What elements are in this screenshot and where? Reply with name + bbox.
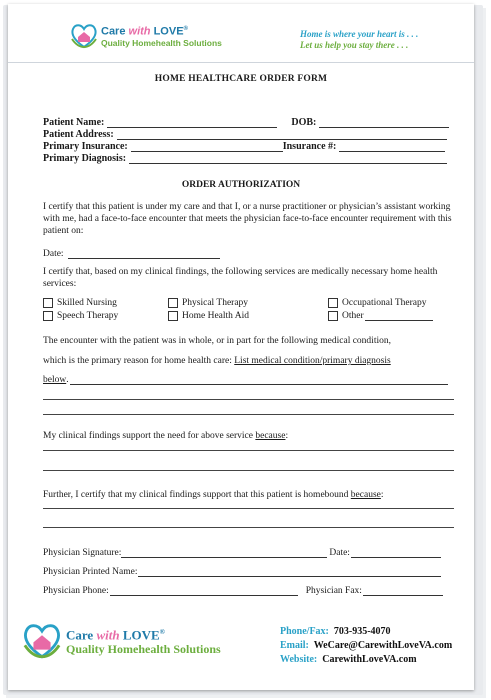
checkbox-occupational-therapy-label: Occupational Therapy	[342, 298, 427, 308]
condition-line-1[interactable]	[70, 375, 448, 385]
primary-insurance-field[interactable]	[131, 142, 283, 152]
physician-signature-label: Physician Signature:	[43, 548, 122, 558]
insurance-number-label: Insurance #:	[282, 141, 337, 152]
homebound-line-2[interactable]	[43, 527, 454, 528]
checkbox-other-label: Other	[342, 311, 364, 321]
header-logo	[70, 23, 222, 49]
encounter-date-row	[43, 247, 220, 259]
encounter-below-label: below	[43, 375, 67, 385]
other-service-field[interactable]	[365, 311, 433, 321]
encounter-date-label: Date:	[43, 249, 64, 259]
checkbox-speech-therapy[interactable]	[43, 311, 118, 321]
contact-email[interactable]: Email: WeCare@CarewithLoveVA.com	[280, 640, 453, 651]
checkbox-skilled-nursing[interactable]	[43, 298, 117, 308]
services-paragraph: I certify that, based on my clinical findings, the following services are medically necessary home health services:	[43, 267, 438, 289]
physician-printed-name-label: Physician Printed Name:	[43, 567, 138, 577]
dob-field[interactable]	[319, 118, 449, 128]
patient-address-label: Patient Address:	[43, 129, 114, 140]
contact-phone: Phone/Fax: 703-935-4070	[280, 626, 391, 637]
physician-signature-field[interactable]	[121, 548, 327, 558]
contact-block	[280, 625, 452, 667]
physician-fax-label: Physician Fax:	[305, 586, 362, 596]
order-authorization-title: ORDER AUTHORIZATION	[181, 180, 301, 190]
physician-fax-field[interactable]	[363, 586, 443, 596]
primary-insurance-row	[43, 140, 445, 152]
encounter-below-row: below .	[43, 373, 448, 385]
footer-brand-subtitle: Quality Homehealth Solutions	[66, 642, 221, 657]
physician-phone-label: Physician Phone:	[43, 586, 109, 596]
heart-house-logo-icon	[70, 23, 98, 49]
checkbox-physical-therapy-label: Physical Therapy	[182, 298, 249, 308]
encounter-date-field[interactable]	[68, 249, 220, 259]
physician-phone-field[interactable]	[110, 586, 298, 596]
tagline-line-2: Let us help you stay there . . .	[300, 40, 409, 50]
clinical-line-1[interactable]	[43, 450, 454, 451]
checkbox-home-health-aide-label: Home Health Aid	[182, 311, 250, 321]
checkbox-home-health-aide-box[interactable]	[168, 311, 178, 321]
footer-logo	[22, 622, 221, 660]
condition-line-3[interactable]	[43, 414, 454, 415]
primary-diagnosis-row	[43, 152, 447, 164]
tagline-line-1: Home is where your heart is . . .	[300, 29, 419, 39]
checkbox-physical-therapy[interactable]	[168, 298, 248, 308]
patient-address-row	[43, 128, 447, 140]
physician-signature-row	[43, 546, 441, 558]
patient-name-label: Patient Name:	[43, 117, 105, 128]
form-title: HOME HEALTHCARE ORDER FORM	[154, 74, 328, 84]
homebound-text: Further, I certify that my clinical findings support that this patient is homebound because:	[43, 490, 384, 500]
primary-diagnosis-label: Primary Diagnosis:	[43, 153, 127, 164]
insurance-number-field[interactable]	[339, 142, 445, 152]
condition-line-2[interactable]	[43, 399, 454, 400]
heart-house-logo-icon	[22, 622, 62, 660]
checkbox-skilled-nursing-box[interactable]	[43, 298, 53, 308]
patient-address-field[interactable]	[117, 130, 447, 140]
patient-name-field[interactable]	[107, 118, 277, 128]
clinical-line-2[interactable]	[43, 470, 454, 471]
checkbox-occupational-therapy[interactable]	[328, 298, 427, 308]
checkbox-home-health-aide[interactable]	[168, 311, 249, 321]
checkbox-speech-therapy-box[interactable]	[43, 311, 53, 321]
signature-date-field[interactable]	[351, 548, 441, 558]
tagline	[300, 29, 418, 51]
physician-phone-row	[43, 584, 443, 596]
encounter-diagnosis-instruction: List medical condition/primary diagnosis	[234, 356, 391, 366]
physician-printed-name-field[interactable]	[138, 567, 441, 577]
primary-insurance-label: Primary Insurance:	[43, 141, 128, 152]
checkbox-speech-therapy-label: Speech Therapy	[57, 311, 119, 321]
patient-name-row	[43, 116, 449, 128]
checkbox-physical-therapy-box[interactable]	[168, 298, 178, 308]
brand-name: Care with LOVE®	[101, 25, 188, 38]
checkbox-skilled-nursing-label: Skilled Nursing	[57, 298, 117, 308]
certify-paragraph: I certify that this patient is under my care and that I, or a nurse practitioner or physician’s assistant working with me, had a face-to-face encounter that meets the physician face-to-face encounter requirement with this patient on:	[43, 202, 452, 236]
dob-label: DOB:	[291, 117, 317, 128]
footer-brand-name: Care with LOVE®	[66, 627, 165, 643]
signature-date-label: Date:	[329, 548, 350, 558]
homebound-line-1[interactable]	[43, 508, 454, 509]
brand-subtitle: Quality Homehealth Solutions	[101, 37, 222, 48]
checkbox-other-box[interactable]	[328, 311, 338, 321]
contact-website[interactable]: Website: CarewithLoveVA.com	[280, 654, 417, 665]
checkbox-occupational-therapy-box[interactable]	[328, 298, 338, 308]
form-page	[8, 4, 474, 690]
primary-diagnosis-field[interactable]	[129, 154, 447, 164]
clinical-findings-text: My clinical findings support the need for above service because:	[43, 431, 289, 441]
encounter-line-1: The encounter with the patient was in whole, or in part for the following medical condition,	[43, 336, 391, 346]
encounter-line-2: which is the primary reason for home health care: List medical condition/primary diagnosis	[43, 356, 391, 366]
checkbox-other[interactable]	[328, 311, 433, 321]
physician-printed-name-row	[43, 565, 441, 577]
